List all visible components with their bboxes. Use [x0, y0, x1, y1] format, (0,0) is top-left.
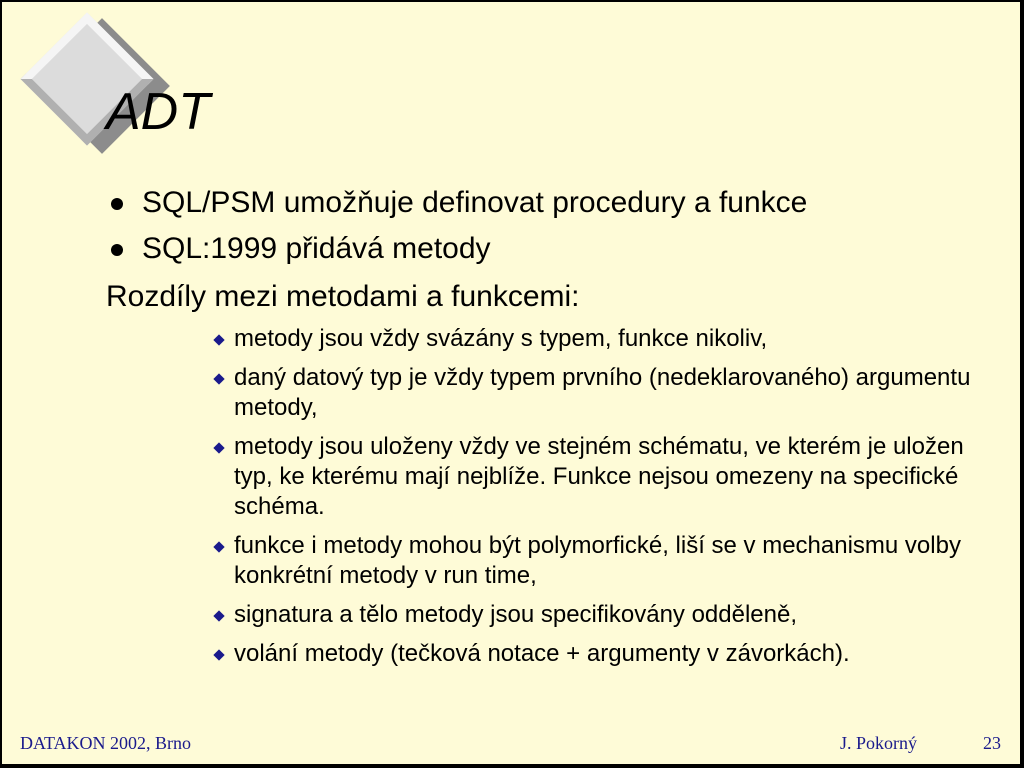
footer-page-number: 23 — [983, 733, 1001, 753]
sub-bullet-text: daný datový typ je vždy typem prvního (nedeklarovaného) argumentu metody, — [234, 364, 971, 421]
diamond-bullet-icon — [213, 373, 224, 384]
sub-bullet-text: volání metody (tečková notace + argumenty v závorkách). — [234, 640, 850, 667]
bullet-item — [142, 186, 807, 220]
slide — [2, 2, 1020, 764]
sub-bullet-item — [234, 324, 994, 354]
slide-title: ADT — [106, 83, 210, 141]
diamond-bullet-icon — [213, 541, 224, 552]
sub-bullet-item — [234, 600, 994, 630]
sub-bullet-item — [234, 531, 994, 591]
sub-bullet-item — [234, 432, 994, 522]
bullet-text: SQL:1999 přidává metody — [142, 232, 491, 265]
sub-bullet-item — [234, 639, 994, 669]
diamond-bullet-icon — [213, 649, 224, 660]
footer-event: DATAKON 2002, Brno — [20, 733, 192, 753]
bullet-item — [142, 232, 491, 266]
bullet-text: SQL/PSM umožňuje definovat procedury a funkce — [142, 186, 808, 219]
diamond-bullet-icon — [213, 334, 224, 345]
diamond-bullet-icon — [213, 610, 224, 621]
bullet-dot-icon — [111, 244, 123, 256]
diamond-bullet-icon — [213, 442, 224, 453]
sub-bullet-item — [234, 363, 994, 423]
sub-bullet-text: funkce i metody mohou být polymorfické, liší se v mechanismu volby konkrétní metody v run time, — [234, 532, 961, 589]
sub-bullet-text: signatura a tělo metody jsou specifikovány odděleně, — [234, 601, 798, 628]
bullet-dot-icon — [111, 198, 123, 210]
section-heading: Rozdíly mezi metodami a funkcemi: — [106, 280, 580, 313]
footer-author: J. Pokorný — [840, 733, 918, 753]
sub-bullet-text: metody jsou vždy svázány s typem, funkce nikoliv, — [234, 325, 768, 352]
sub-bullet-list — [234, 324, 994, 678]
sub-bullet-text: metody jsou uloženy vždy ve stejném schématu, ve kterém je uložen typ, ke kterému mají nejblíže. Funkce nejsou omezeny na specifické schéma. — [234, 433, 964, 520]
